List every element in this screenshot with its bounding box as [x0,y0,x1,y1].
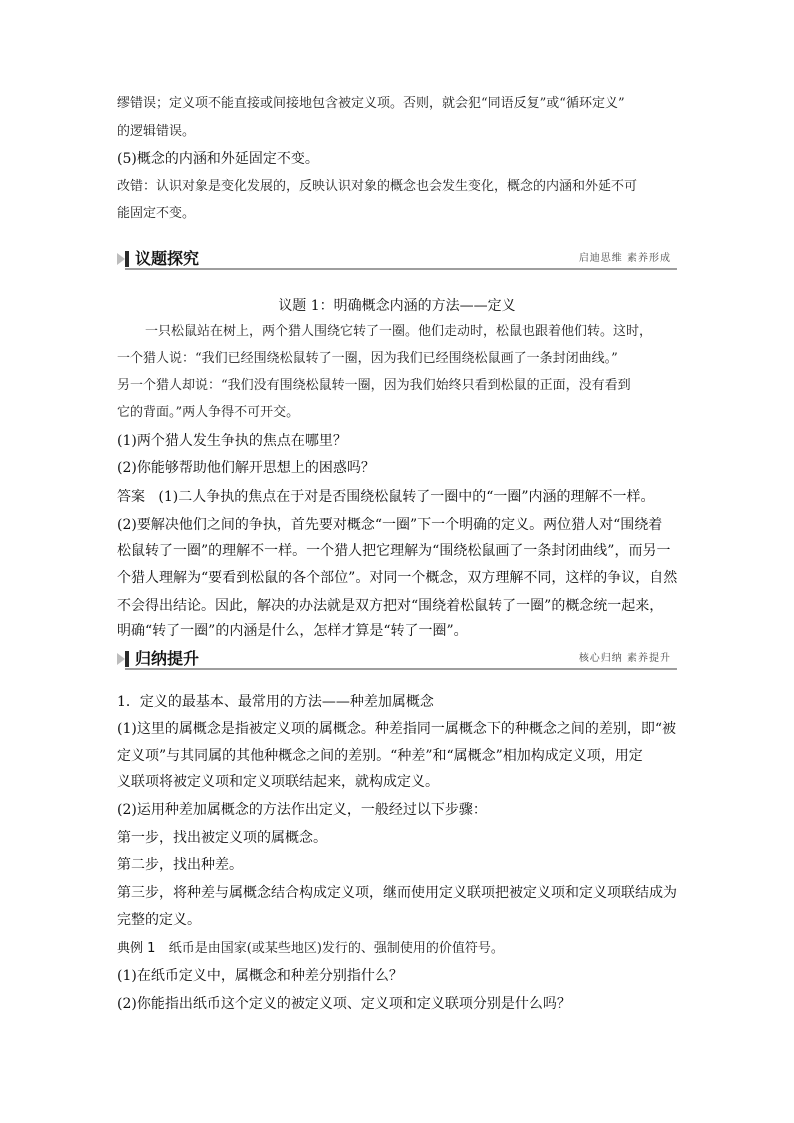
answer-line-1 [117,488,677,506]
answer-2-line-1: (2)要解决他们之间的争执，首先要对概念“一圈”下一个明确的定义。两位猎人对“围绕着 [117,517,663,533]
banner-triangle-icon [117,653,125,665]
answer-2-line-3: 个猎人理解为“要看到松鼠的各个部位”。对同一个概念，双方理解不同，这样的争议，自然 [117,570,678,586]
intro-line-1: 缪错误；定义项不能直接或间接地包含被定义项。否则，就会犯“同语反复”或“循环定义” [117,96,625,111]
answer-1: (1)二人争执的焦点在于对是否围绕松鼠转了一圈中的“一圈”内涵的理解不一样。 [158,489,655,505]
story-line-2: 一个猎人说：“我们已经围绕松鼠转了一圈，因为我们已经围绕松鼠画了一条封闭曲线。” [117,351,618,366]
step-2: 第二步，找出种差。 [117,857,243,873]
summary-p1-line-2: 定义项”与其同属的其他种概念之间的差别。“种差”和“属概念”相加构成定义项，用定 [117,748,643,764]
example-text: 纸币是由国家(或某些地区)发行的、强制使用的价值符号。 [168,941,504,956]
section-rule [125,668,677,670]
answer-2-line-4: 不会得出结论。因此，解决的办法就是双方把对“围绕着松鼠转了一圈”的概念统一起来， [117,598,664,614]
intro-item-5: (5)概念的内涵和外延固定不变。 [117,151,319,167]
section-subtitle: 核心归纳 素养提升 [578,653,671,664]
step-1: 第一步，找出被定义项的属概念。 [117,830,327,846]
topic-heading: 议题 1：明确概念内涵的方法——定义 [278,298,516,314]
example-question-1: (1)在纸币定义中，属概念和种差分别指什么？ [117,968,403,984]
correction-line-2: 能固定不变。 [117,206,196,221]
intro-line-2: 的逻辑错误。 [117,124,196,139]
story-line-1: 一只松鼠站在树上，两个猎人围绕它转了一圈。他们走动时，松鼠也跟着他们转。这时， [145,324,653,339]
section-banner-summary [117,648,677,670]
section-rule [125,268,677,270]
answer-label: 答案 [117,489,145,505]
story-line-3: 另一个猎人却说：“我们没有围绕松鼠转一圈，因为我们始终只看到松鼠的正面，没有看到 [117,378,631,393]
banner-bar-icon [125,651,129,667]
summary-p1-line-1: (1)这里的属概念是指被定义项的属概念。种差指同一属概念下的种概念之间的差别，即“被 [117,721,676,737]
section-banner-explore [117,248,677,270]
section-title: 归纳提升 [135,649,200,668]
question-2: (2)你能够帮助他们解开思想上的困惑吗？ [117,460,375,476]
banner-triangle-icon [117,253,125,265]
section-title: 议题探究 [135,249,200,268]
summary-p1-line-3: 义联项将被定义项和定义项联结起来，就构成定义。 [117,774,439,790]
correction-line-1: 改错：认识对象是变化发展的，反映认识对象的概念也会发生变化，概念的内涵和外延不可 [117,179,638,194]
step-3-line-2: 完整的定义。 [117,912,201,928]
section-subtitle: 启迪思维 素养形成 [578,253,671,264]
summary-heading: 1．定义的最基本、最常用的方法——种差加属概念 [117,694,434,710]
story-line-4: 它的背面。”两人争得不可开交。 [117,405,300,420]
answer-2-line-2: 松鼠转了一圈”的理解不一样。一个猎人把它理解为“围绕松鼠画了一条封闭曲线”，而另一 [117,543,671,559]
summary-p2: (2)运用种差加属概念的方法作出定义，一般经过以下步骤： [117,802,487,818]
banner-bar-icon [125,251,129,267]
example-label: 典例 1 [117,941,156,956]
example-question-2: (2)你能指出纸币这个定义的被定义项、定义项和定义联项分别是什么吗？ [117,996,571,1012]
question-1: (1)两个猎人发生争执的焦点在哪里？ [117,433,347,449]
example-1 [117,939,677,958]
answer-2-line-5: 明确“转了一圈”的内涵是什么，怎样才算是“转了一圈”。 [117,623,468,639]
step-3-line-1: 第三步，将种差与属概念结合构成定义项，继而使用定义联项把被定义项和定义项联结成为 [117,885,677,901]
